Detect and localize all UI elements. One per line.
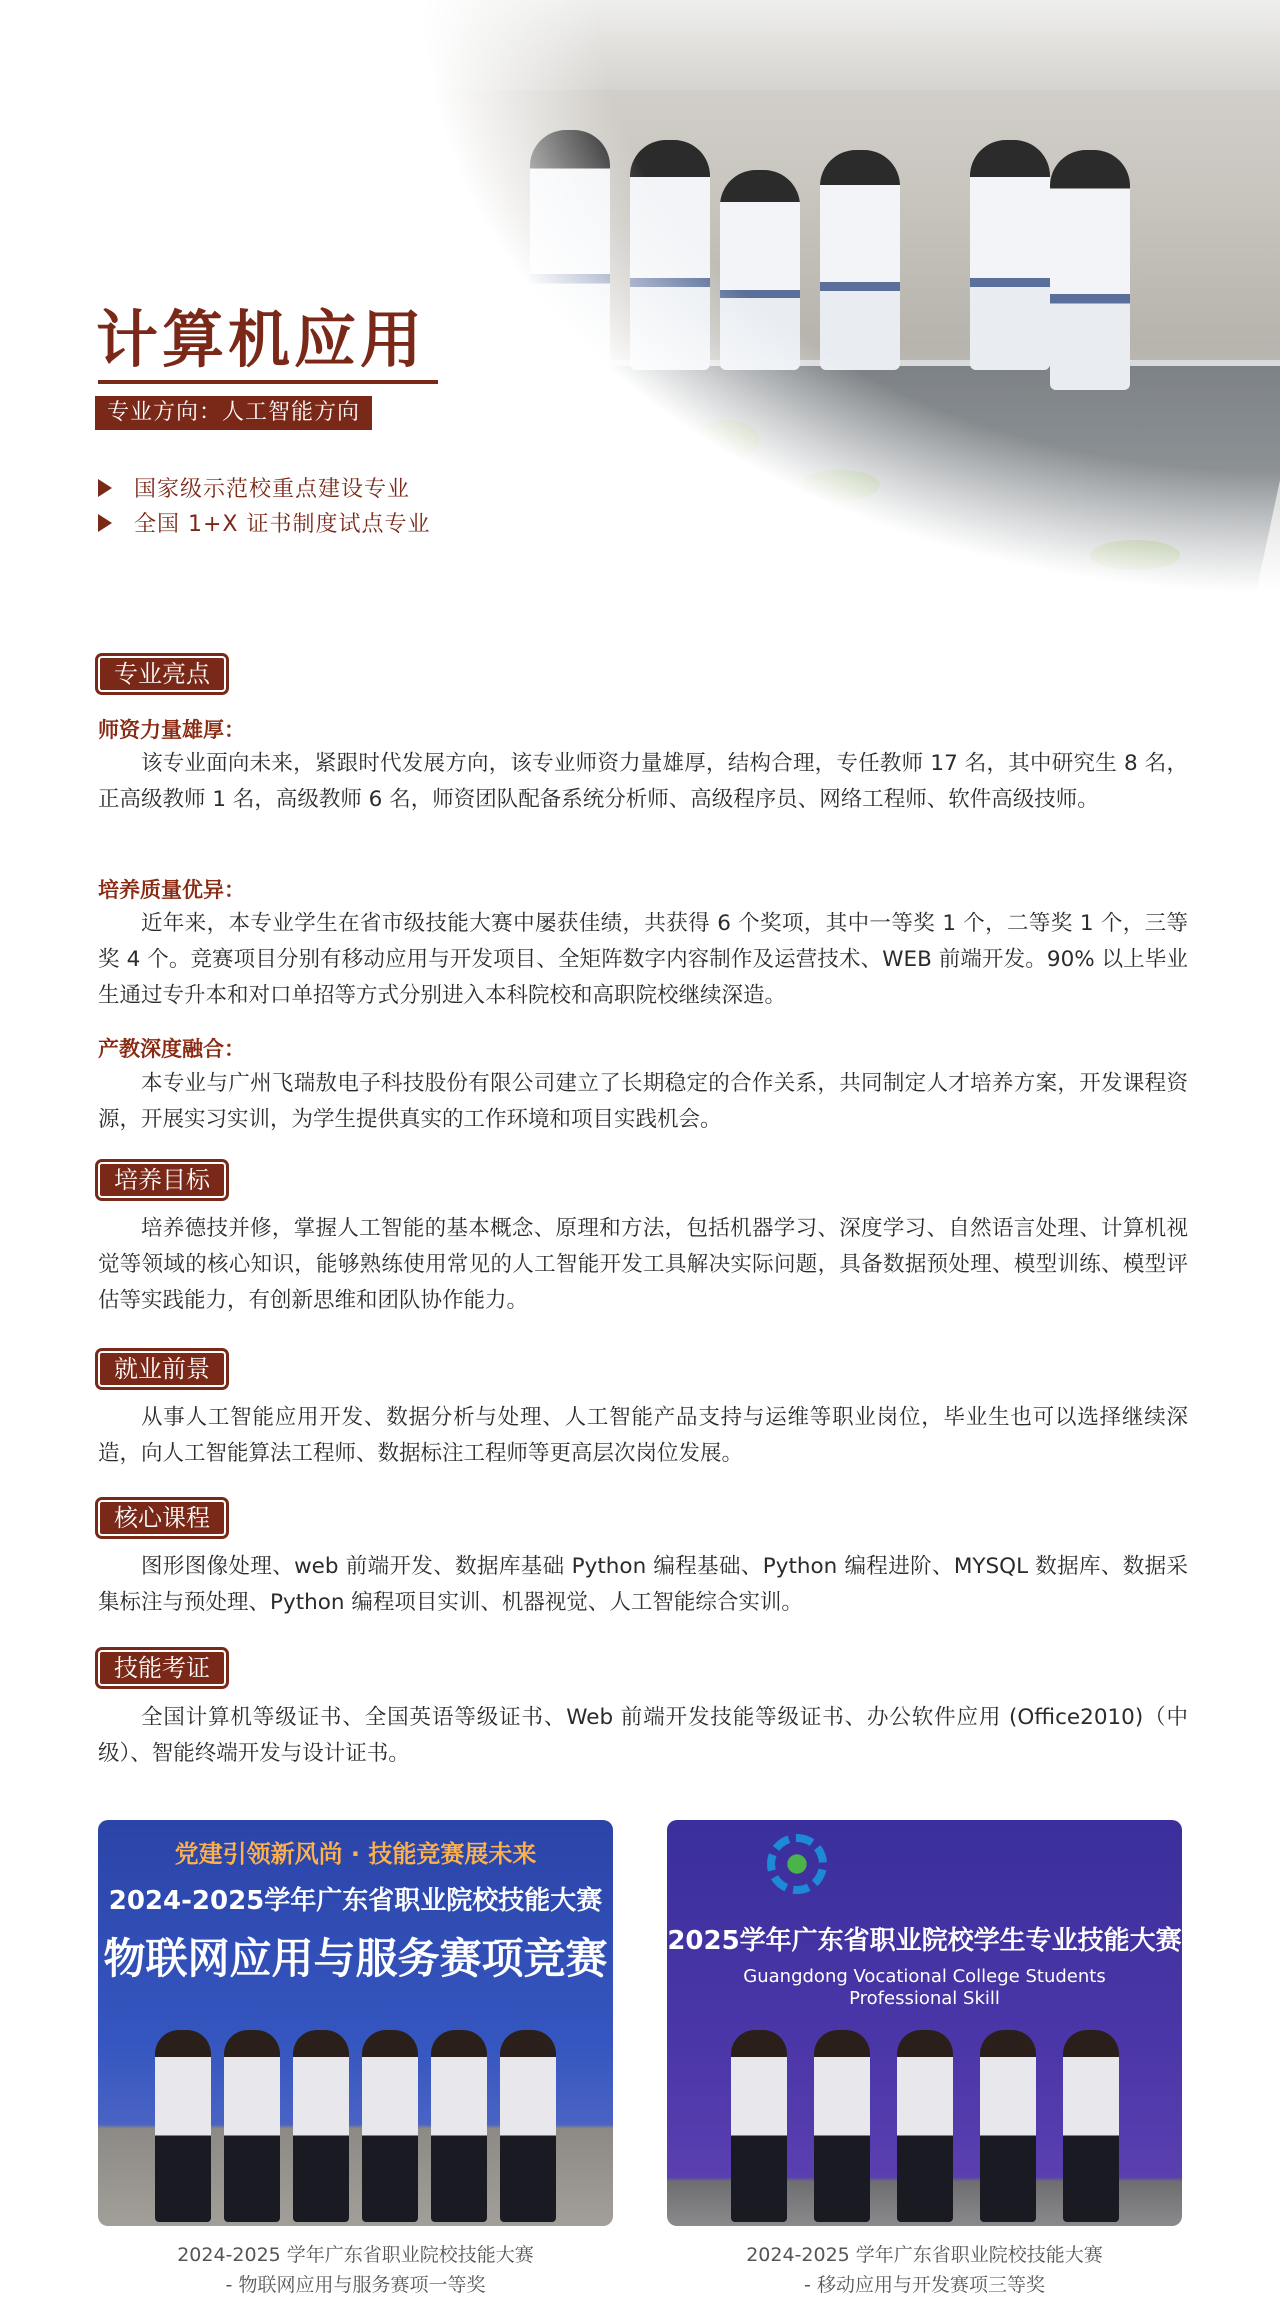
subheading: 产教深度融合： (98, 1037, 245, 1061)
subheading: 师资力量雄厚： (98, 718, 245, 742)
photo-caption (98, 2240, 613, 2300)
bullet-text: 全国 1+X 证书制度试点专业 (134, 512, 431, 537)
paragraph: 本专业与广州飞瑞敖电子科技股份有限公司建立了长期稳定的合作关系，共同制定人才培养方案，开发课程资源，开展实习实训，为学生提供真实的工作环境和项目实践机会。 (98, 1071, 1188, 1132)
section-heading-career: 就业前景 (98, 1351, 226, 1387)
paragraph: 培养德技并修，掌握人工智能的基本概念、原理和方法，包括机器学习、深度学习、自然语言处理、计算机视觉等领域的核心知识，能够熟练使用常见的人工智能开发工具解决实际问题，具备数据预处理、模型训练、模型评估等实践能力，有创新思维和团队协作能力。 (98, 1216, 1188, 1313)
paragraph: 从事人工智能应用开发、数据分析与处理、人工智能产品支持与运维等职业岗位，毕业生也可以选择继续深造，向人工智能算法工程师、数据标注工程师等更高层次岗位发展。 (98, 1405, 1188, 1466)
photo-banner-text: Guangdong Vocational College Students Professional Skill (743, 1966, 1106, 2009)
bullet-item (98, 505, 431, 540)
section-heading-goals: 培养目标 (98, 1162, 226, 1198)
bullet-item (98, 470, 431, 505)
caption-line: 2024-2025 学年广东省职业院校技能大赛 (177, 2244, 534, 2266)
paragraph: 近年来，本专业学生在省市级技能大赛中屡获佳绩，共获得 6 个奖项，其中一等奖 1 个，二等奖 1 个，三等奖 4 个。竞赛项目分别有移动应用与开发项目、全矩阵数字内容制作及运营技术、WEB 前端开发。90% 以上毕业生通过专升本和对口单招等方式分别进入本科院校和高职院校继续深造。 (98, 911, 1188, 1008)
paragraph: 全国计算机等级证书、全国英语等级证书、Web 前端开发技能等级证书、办公软件应用 (Office2010)（中级）、智能终端开发与设计证书。 (98, 1705, 1188, 1766)
photo-banner-text: 2024-2025学年广东省职业院校技能大赛 (108, 1886, 603, 1916)
page-title: 计算机应用 (96, 303, 427, 376)
paragraph: 该专业面向未来，紧跟时代发展方向，该专业师资力量雄厚，结构合理，专任教师 17 名，其中研究生 8 名，正高级教师 1 名，高级教师 6 名，师资团队配备系统分析师、高级程序员、网络工程师、软件高级技师。 (98, 751, 1188, 812)
competition-photo-mobile (667, 1820, 1182, 2226)
section-heading-highlights: 专业亮点 (98, 656, 226, 692)
triangle-bullet-icon (98, 479, 112, 497)
caption-line: - 物联网应用与服务赛项一等奖 (225, 2274, 486, 2296)
bullet-text: 国家级示范校重点建设专业 (134, 477, 411, 502)
hero-classroom-photo (330, 0, 1280, 625)
caption-line: - 移动应用与开发赛项三等奖 (804, 2274, 1045, 2296)
subheading: 培养质量优异： (98, 878, 245, 902)
caption-line: 2024-2025 学年广东省职业院校技能大赛 (746, 2244, 1103, 2266)
direction-badge: 专业方向：人工智能方向 (95, 396, 372, 430)
feature-bullets (98, 470, 431, 540)
gear-logo-icon (767, 1834, 827, 1894)
photo-caption (667, 2240, 1182, 2300)
photo-banner-text: 2025学年广东省职业院校学生专业技能大赛 (667, 1926, 1182, 1956)
section-heading-courses: 核心课程 (98, 1500, 226, 1536)
photo-banner-text: 物联网应用与服务赛项竞赛 (103, 1934, 608, 1983)
paragraph: 图形图像处理、web 前端开发、数据库基础 Python 编程基础、Python 编程进阶、MYSQL 数据库、数据采集标注与预处理、Python 编程项目实训、机器视觉、人工智能综合实训。 (98, 1554, 1188, 1615)
title-underline (98, 380, 438, 384)
triangle-bullet-icon (98, 514, 112, 532)
competition-photo-iot (98, 1820, 613, 2226)
photo-banner-text: 党建引领新风尚 · 技能竞赛展未来 (174, 1840, 537, 1868)
section-heading-certificates: 技能考证 (98, 1650, 226, 1686)
